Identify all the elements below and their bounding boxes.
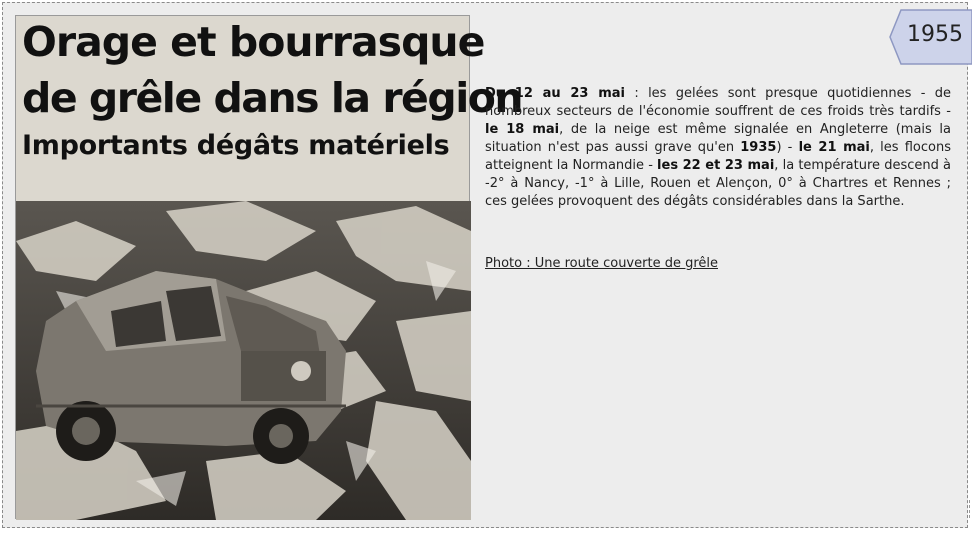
article-text-1: : les gelées sont presque quotidiennes - de nombreux secteurs de l'économie souffrent de ces froids très tardifs - [485,86,952,119]
date-range-bold: Du 12 au 23 mai [485,86,625,101]
year-label: 1955 [907,22,963,47]
resize-handle [960,500,970,518]
article-text-4: , les flocons atteignent la Normandie - [485,140,951,173]
headline-line-3: Importants dégâts matériels [22,130,450,161]
hail-road-car-image [16,201,471,520]
article-text-5: , la température descend à -2° à Nancy, -1° à Lille, Rouen et Alençon, 0° à Chartres et Rennes ; ces gelées provoquent des dégâts considérables dans la Sarthe. [485,158,951,209]
article-text-3: ) - [776,140,799,155]
photo-caption-link[interactable]: Photo : Une route couverte de grêle [485,256,718,271]
year-1935-bold: 1935 [740,140,777,155]
year-tab [889,9,972,65]
headline-line-2: de grêle dans la région [22,74,523,122]
date-22-23-mai-bold: les 22 et 23 mai [657,158,775,173]
article-text [485,85,951,211]
article-text-2: , de la neige est même signalée en Angleterre (mais la situation n'est pas aussi grave qu'en [485,122,951,155]
date-21-mai-bold: le 21 mai [798,140,870,155]
event-panel [2,2,968,528]
date-18-mai-bold: le 18 mai [485,122,560,137]
headline-line-1: Orage et bourrasque [22,18,485,66]
